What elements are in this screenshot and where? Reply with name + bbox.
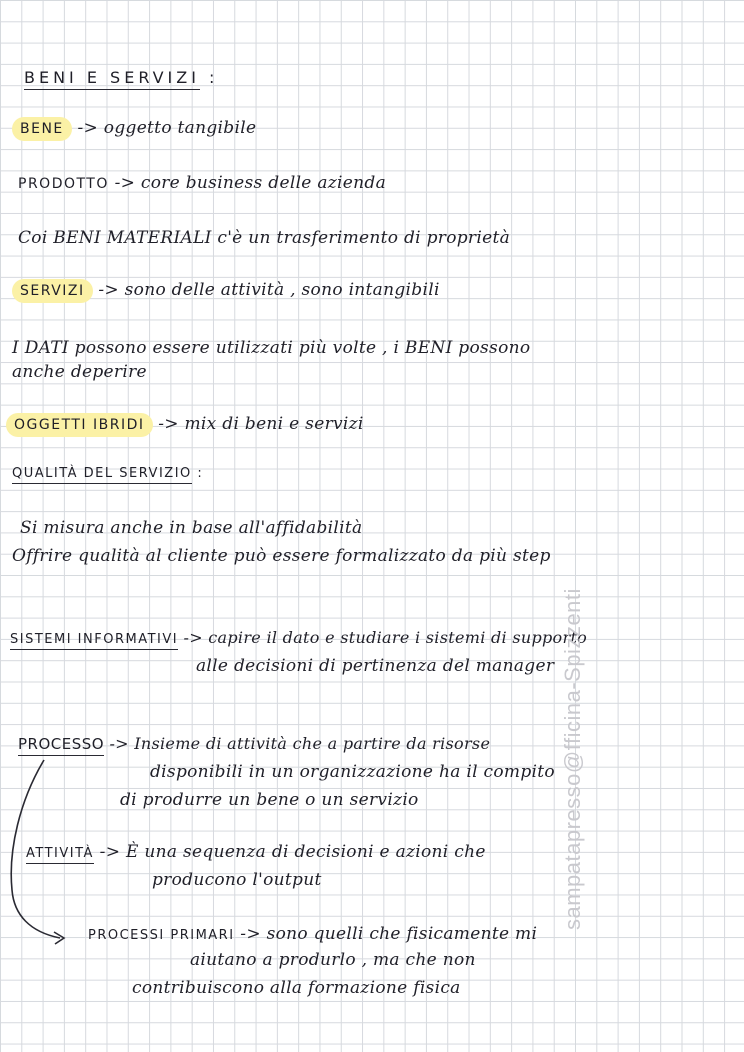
beni-materiali-line: Coi BENI MATERIALI c'è un trasferimento di proprietà xyxy=(18,228,511,248)
servizi-definition: -> sono delle attività , sono intangibili xyxy=(98,280,440,300)
title-text: BENI E SERVIZI xyxy=(24,68,200,90)
sistemi-definition: -> capire il dato e studiare i sistemi di supporto xyxy=(183,628,588,647)
watermark: sampatapresso@fficina-Spizzenti xyxy=(560,588,585,930)
prodotto-definition: -> core business delle azienda xyxy=(114,173,387,193)
title-colon: : xyxy=(209,68,219,87)
qualita-line-1: Si misura anche in base all'affidabilità xyxy=(20,518,363,538)
sistemi-term: SISTEMI INFORMATIVI xyxy=(10,632,178,650)
processo-line-3: di produrre un bene o un servizio xyxy=(120,790,419,810)
attivita-definition: -> È una sequenza di decisioni e azioni che xyxy=(99,842,486,862)
dati-line-2: anche deperire xyxy=(12,362,147,382)
processo-term: PROCESSO xyxy=(18,735,104,756)
processo-line-2: disponibili in un organizzazione ha il compito xyxy=(150,762,555,782)
primari-line-3: contribuiscono alla formazione fisica xyxy=(132,978,461,998)
attivita-term: ATTIVITÀ xyxy=(26,846,94,864)
dati-line-1: I DATI possono essere utilizzati più volte , i BENI possono xyxy=(12,338,531,358)
sistemi-line-2: alle decisioni di pertinenza del manager xyxy=(196,656,555,676)
primari-term: PROCESSI PRIMARI xyxy=(88,928,235,943)
attivita-line-2: producono l'output xyxy=(152,870,322,890)
servizi-term: SERVIZI xyxy=(12,279,93,303)
bene-term: BENE xyxy=(12,117,72,141)
qualita-title: QUALITÀ DEL SERVIZIO xyxy=(12,466,192,484)
ibridi-term: OGGETTI IBRIDI xyxy=(6,413,153,437)
processo-definition: -> Insieme di attività che a partire da risorse xyxy=(109,734,491,753)
primari-line-2: aiutano a produrlo , ma che non xyxy=(190,950,476,970)
primari-definition: -> sono quelli che fisicamente mi xyxy=(240,924,538,944)
ibridi-definition: -> mix di beni e servizi xyxy=(158,414,364,434)
qualita-colon: : xyxy=(197,466,204,481)
prodotto-term: PRODOTTO xyxy=(18,176,109,192)
qualita-line-2: Offrire qualità al cliente può essere formalizzato da più step xyxy=(12,546,551,566)
bene-definition: -> oggetto tangibile xyxy=(77,118,257,138)
